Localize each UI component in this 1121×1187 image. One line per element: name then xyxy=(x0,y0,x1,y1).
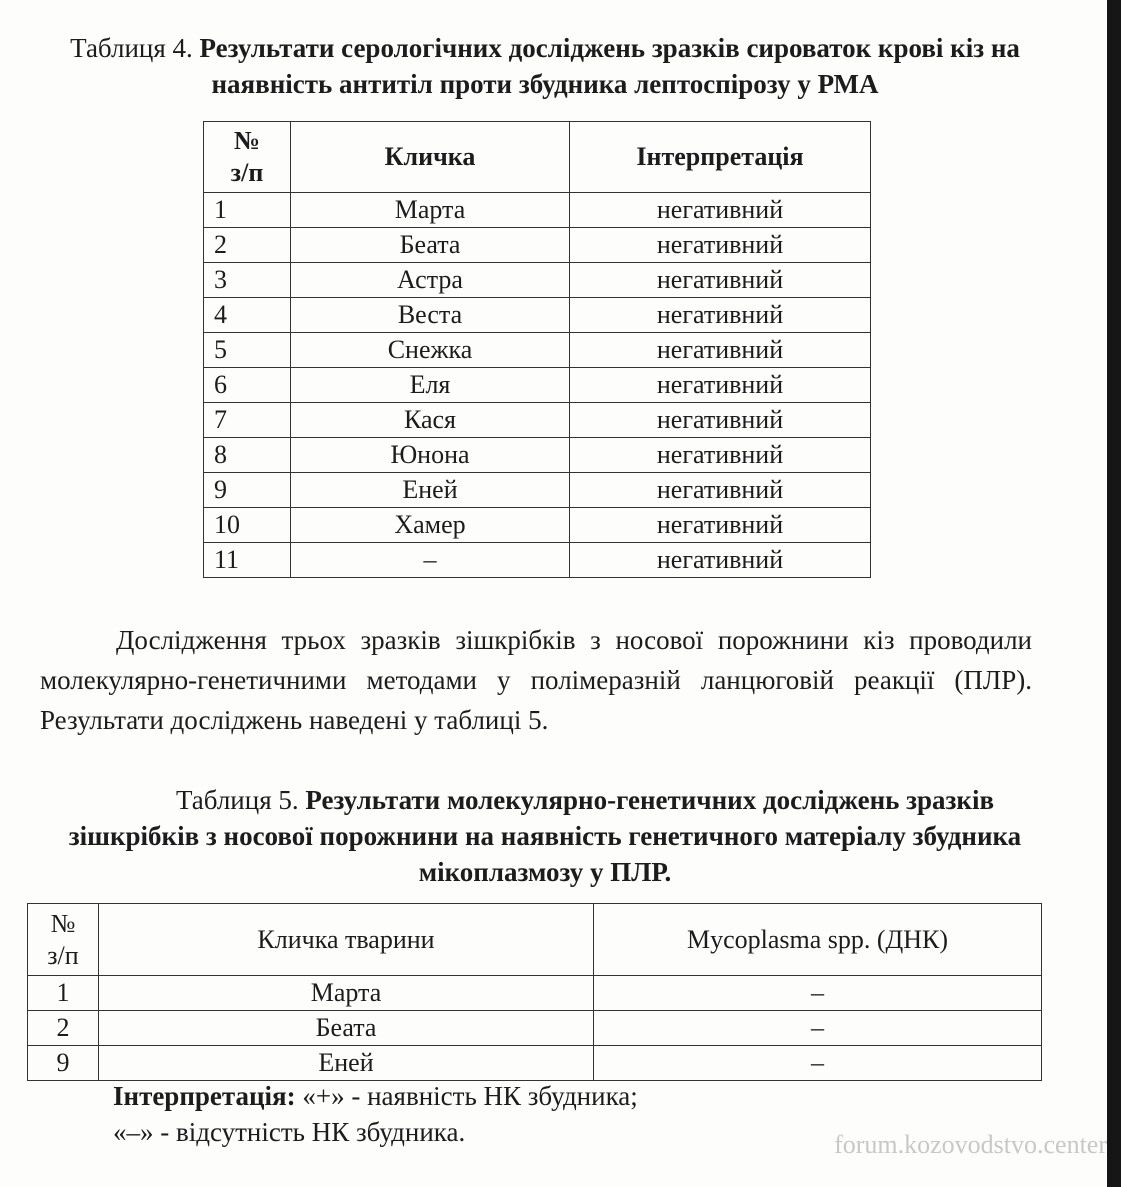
table4-cell-name: Еней xyxy=(291,473,570,508)
table4-row xyxy=(204,403,871,438)
table4-cell-result: негативний xyxy=(570,508,871,543)
table5-cell-result: – xyxy=(594,1046,1042,1081)
table4-cell-name: Юнона xyxy=(291,438,570,473)
table4-cell-num: 10 xyxy=(204,508,291,543)
interpretation-line1 xyxy=(113,1078,638,1114)
table4-header-name: Кличка xyxy=(291,122,570,193)
table4-cell-name: Марта xyxy=(291,193,570,228)
table4-cell-num: 6 xyxy=(204,368,291,403)
table5-cell-name: Беата xyxy=(99,1011,594,1046)
table4-header-num-line2: з/п xyxy=(230,158,264,187)
table4-caption xyxy=(40,30,1050,102)
table5-cell-num: 1 xyxy=(28,976,99,1011)
paragraph-text: Дослідження трьох зразків зішкрібків з носової порожнини кіз проводили молекулярно-генетичними методами у полімеразній ланцюговій реакції (ПЛР). Результати досліджень наведені у таблиці 5. xyxy=(40,625,1032,735)
interpretation-note xyxy=(113,1078,638,1150)
table5-body xyxy=(28,976,1042,1081)
table5-header-row xyxy=(28,904,1042,976)
table4 xyxy=(203,121,871,578)
table4-cell-result: негативний xyxy=(570,263,871,298)
table5-caption-title: Результати молекулярно-генетичних досліджень зразків зішкрібків з носової порожнини на наявність генетичного матеріалу збудника мікоплазмозу у ПЛР xyxy=(68,785,1022,887)
table4-cell-name: Кася xyxy=(291,403,570,438)
table4-caption-prefix: Таблиця 4. xyxy=(70,33,193,63)
interpretation-negative: «–» - відсутність НК збудника. xyxy=(113,1117,466,1147)
table4-cell-num: 7 xyxy=(204,403,291,438)
table5-header-result: Mycoplasma spp. (ДНК) xyxy=(594,904,1042,976)
table4-row xyxy=(204,543,871,578)
table4-row xyxy=(204,263,871,298)
table4-cell-num: 2 xyxy=(204,228,291,263)
body-paragraph xyxy=(40,620,1032,740)
table5-row xyxy=(28,1046,1042,1081)
table5-row xyxy=(28,976,1042,1011)
table5-header-num xyxy=(28,904,99,976)
table5-row xyxy=(28,1011,1042,1046)
table4-cell-name: Астра xyxy=(291,263,570,298)
table4-row xyxy=(204,333,871,368)
table4-cell-result: негативний xyxy=(570,228,871,263)
table5-header-num-line1: № xyxy=(50,908,76,938)
table5-caption-end: . xyxy=(664,857,672,887)
table4-cell-num: 1 xyxy=(204,193,291,228)
table4-row xyxy=(204,473,871,508)
table5-header-name: Кличка тварини xyxy=(99,904,594,976)
watermark: forum.kozovodstvo.center xyxy=(834,1130,1107,1159)
table4-cell-result: негативний xyxy=(570,193,871,228)
table4-row xyxy=(204,193,871,228)
table4-cell-name: Еля xyxy=(291,368,570,403)
table4-header-result: Інтерпретація xyxy=(570,122,871,193)
table4-cell-name: Снежка xyxy=(291,333,570,368)
table4-cell-result: негативний xyxy=(570,368,871,403)
table5-caption-prefix: Таблиця 5. xyxy=(175,785,299,815)
table4-cell-result: негативний xyxy=(570,543,871,578)
table4-row xyxy=(204,368,871,403)
table4-header-num-line1: № xyxy=(233,126,261,155)
table5-cell-result: – xyxy=(594,976,1042,1011)
table4-cell-num: 11 xyxy=(204,543,291,578)
table5-cell-name: Еней xyxy=(99,1046,594,1081)
table5-caption xyxy=(40,782,1050,890)
table4-cell-name: – xyxy=(291,543,570,578)
table4-row xyxy=(204,508,871,543)
interpretation-positive: «+» - наявність НК збудника; xyxy=(295,1081,638,1111)
table4-header-row xyxy=(204,122,871,193)
table4-row xyxy=(204,298,871,333)
table5-cell-name: Марта xyxy=(99,976,594,1011)
table4-cell-result: негативний xyxy=(570,473,871,508)
table4-cell-result: негативний xyxy=(570,333,871,368)
table5-cell-result: – xyxy=(594,1011,1042,1046)
table4-cell-num: 9 xyxy=(204,473,291,508)
table4-cell-name: Хамер xyxy=(291,508,570,543)
table5 xyxy=(27,903,1042,1081)
table4-cell-result: негативний xyxy=(570,438,871,473)
table5-header-num-line2: з/п xyxy=(47,940,79,970)
table4-cell-num: 3 xyxy=(204,263,291,298)
table4-cell-name: Беата xyxy=(291,228,570,263)
table4-cell-num: 8 xyxy=(204,438,291,473)
table4-cell-num: 5 xyxy=(204,333,291,368)
table4-cell-result: негативний xyxy=(570,403,871,438)
table4-body xyxy=(204,193,871,578)
table4-header-num xyxy=(204,122,291,193)
table5-cell-num: 9 xyxy=(28,1046,99,1081)
scan-edge xyxy=(1107,0,1121,1187)
table4-cell-result: негативний xyxy=(570,298,871,333)
table4-cell-num: 4 xyxy=(204,298,291,333)
interpretation-label: Інтерпретація: xyxy=(113,1081,296,1111)
table5-cell-num: 2 xyxy=(28,1011,99,1046)
table4-cell-name: Веста xyxy=(291,298,570,333)
table4-row xyxy=(204,438,871,473)
table4-caption-title: Результати серологічних досліджень зразків сироваток крові кіз на наявність антитіл проти збудника лептоспірозу у РМА xyxy=(199,33,1020,99)
table4-row xyxy=(204,228,871,263)
